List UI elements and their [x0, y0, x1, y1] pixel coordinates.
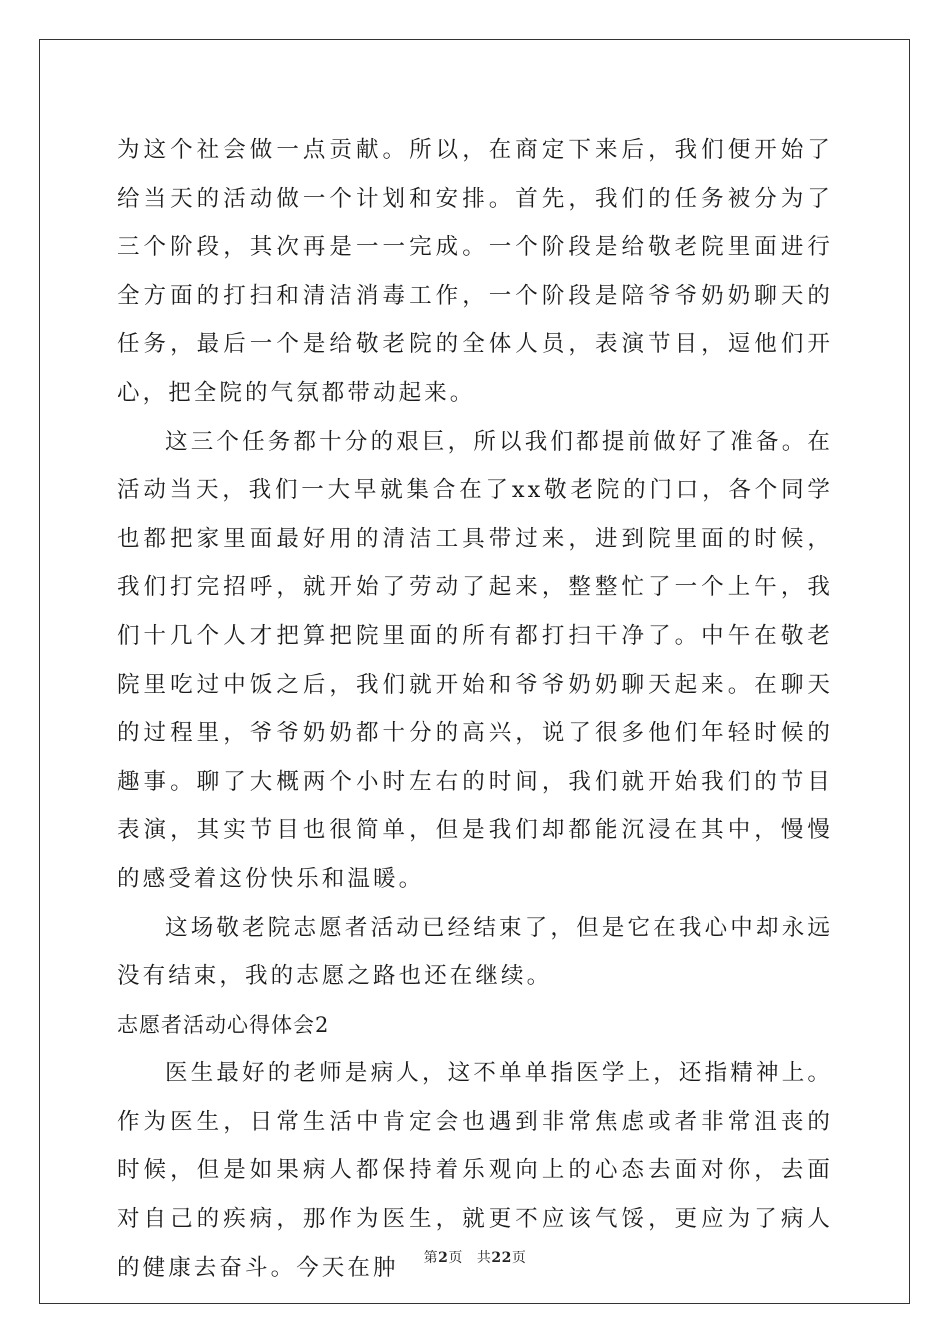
page-prefix: 第 [423, 1250, 439, 1266]
page-number: 2 [438, 1250, 449, 1266]
page-footer [0, 1247, 950, 1267]
total-prefix: 共 [476, 1250, 492, 1266]
document-body [117, 126, 833, 1292]
paragraph-activity-day: 这三个任务都十分的艰巨，所以我们都提前做好了准备。在活动当天，我们一大早就集合在了xx敬老院的门口，各个同学也都把家里面最好用的清洁工具带过来，进到院里面的时候，我们打完招呼，就开始了劳动了起来，整整忙了一个上午，我们十几个人才把算把院里面的所有都打扫干净了。中午在敬老院里吃过中饭之后，我们就开始和爷爷奶奶聊天起来。在聊天的过程里，爷爷奶奶都十分的高兴，说了很多他们年轻时候的趣事。聊了大概两个小时左右的时间，我们就开始我们的节目表演，其实节目也很简单，但是我们却都能沉浸在其中，慢慢的感受着这份快乐和温暖。 [117, 428, 833, 892]
page-suffix: 页 [448, 1250, 463, 1266]
paragraph-continued: 为这个社会做一点贡献。所以，在商定下来后，我们便开始了给当天的活动做一个计划和安排。首先，我们的任务被分为了三个阶段，其次再是一一完成。一个阶段是给敬老院里面进行全方面的打扫和清洁消毒工作，一个阶段是陪爷爷奶奶聊天的任务，最后一个是给敬老院的全体人员，表演节目，逗他们开心，把全院的气氛都带动起来。 [117, 137, 833, 406]
paragraph-section-two: 医生最好的老师是病人，这不单单指医学上，还指精神上。作为医生，日常生活中肯定会也遇到非常焦虑或者非常沮丧的时候，但是如果病人都保持着乐观向上的心态去面对你，去面对自己的疾病，那作为医生，就更不应该气馁，更应为了病人的健康去奋斗。今天在肿 [117, 1060, 833, 1281]
section-heading: 志愿者活动心得体会2 [117, 1012, 330, 1037]
total-suffix: 页 [511, 1250, 527, 1266]
total-pages: 22 [491, 1250, 512, 1266]
paragraph-conclusion: 这场敬老院志愿者活动已经结束了，但是它在我心中却永远没有结束，我的志愿之路也还在继续。 [117, 914, 833, 990]
